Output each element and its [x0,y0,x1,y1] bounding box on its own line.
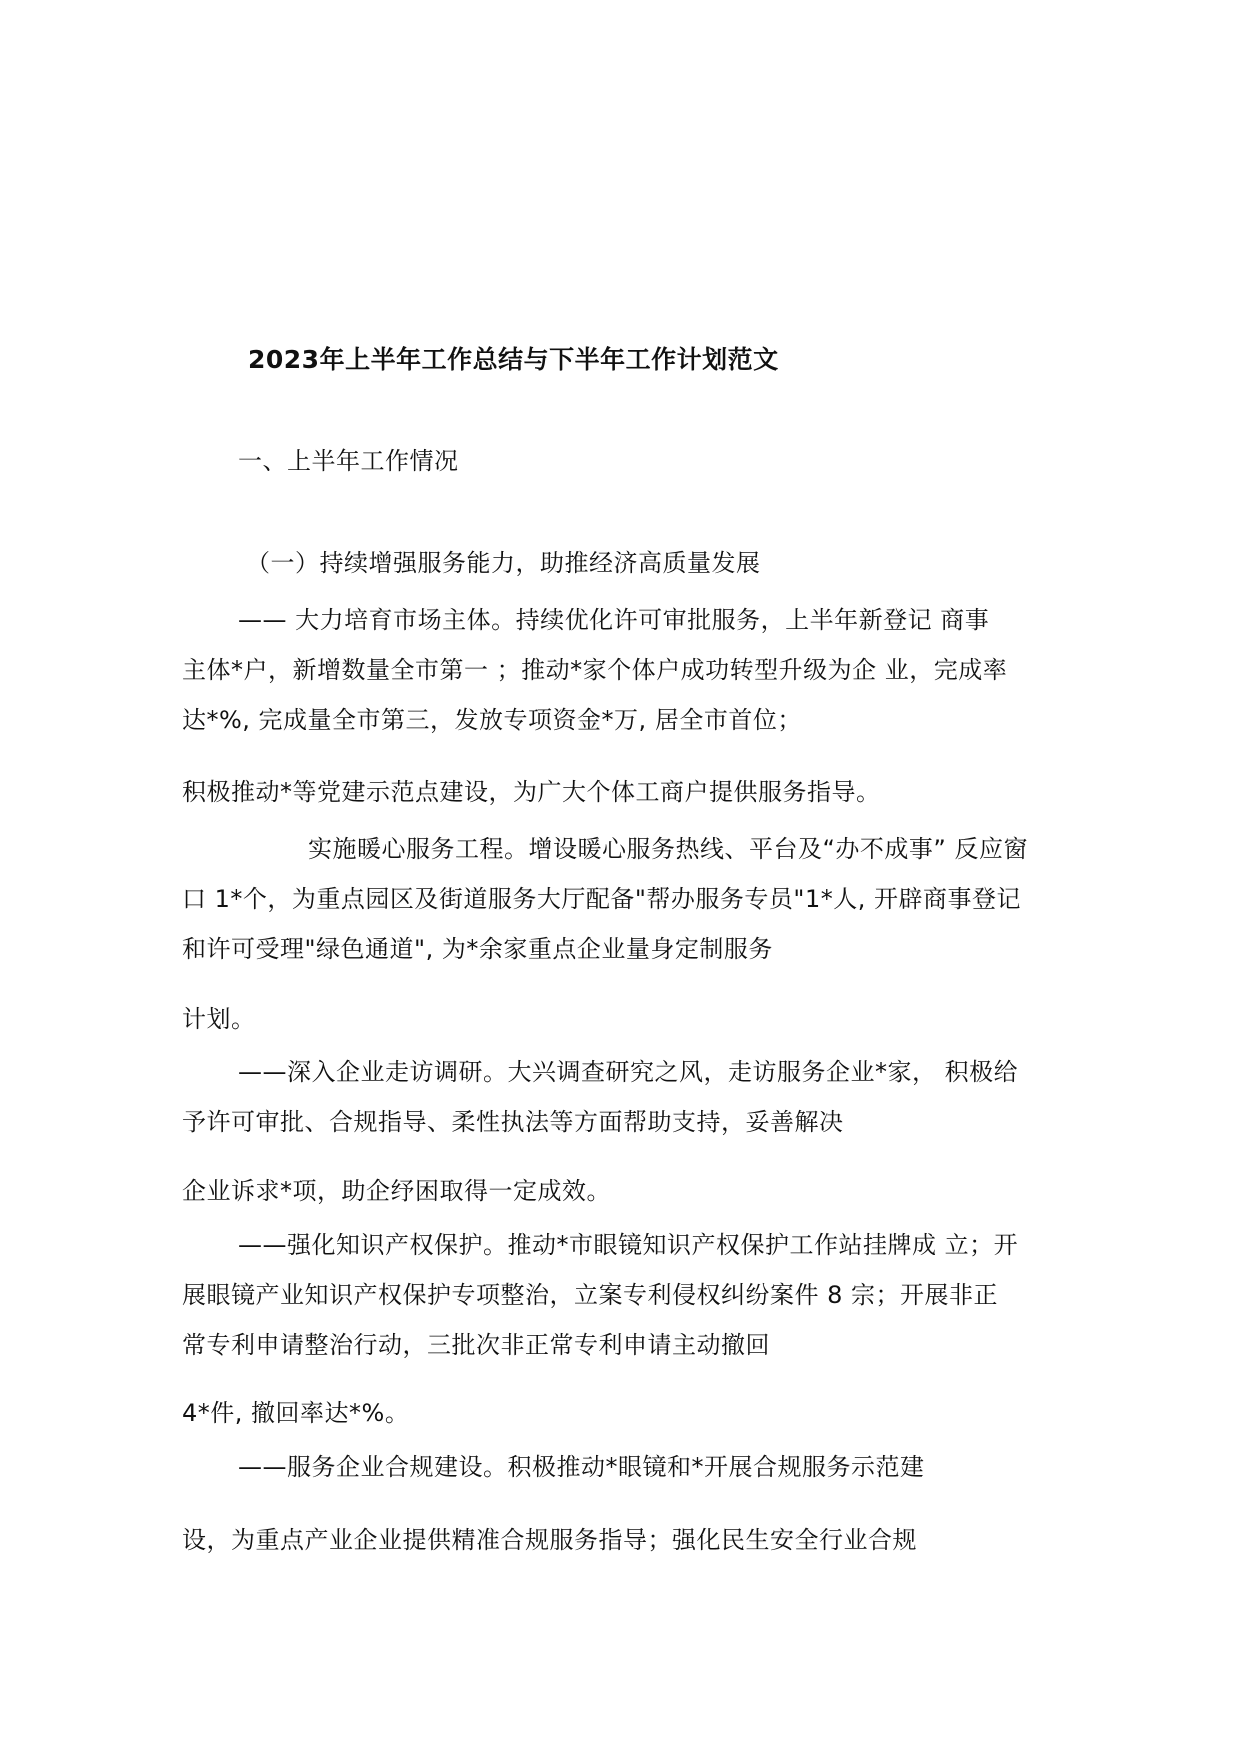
paragraph-line: 和许可受理"绿色通道", 为*余家重点企业量身定制服务 [182,935,773,963]
paragraph-line: 予许可审批、合规指导、柔性执法等方面帮助支持，妥善解决 [182,1108,844,1136]
paragraph-line: 企业诉求*项，助企纾困取得一定成效。 [182,1177,611,1205]
paragraph-line: 积极推动*等党建示范点建设，为广大个体工商户提供服务指导。 [182,778,881,806]
paragraph-line: ——深入企业走访调研。大兴调查研究之风，走访服务企业*家， 积极给 [238,1058,1019,1086]
paragraph-line: ——服务企业合规建设。积极推动*眼镜和*开展合规服务示范建 [238,1453,925,1481]
document-title: 2023年上半年工作总结与下半年工作计划范文 [248,345,779,374]
paragraph-line: 计划。 [182,1005,256,1033]
paragraph-line: 设，为重点产业企业提供精准合规服务指导；强化民生安全行业合规 [182,1526,917,1554]
paragraph-line: 达*%, 完成量全市第三，发放专项资金*万, 居全市首位； [182,706,802,734]
paragraph-line: 口 1*个，为重点园区及街道服务大厅配备"帮办服务专员"1*人, 开辟商事登记 [182,885,1022,913]
paragraph-line: 常专利申请整治行动，三批次非正常专利申请主动撤回 [182,1331,770,1359]
paragraph-line: 实施暖心服务工程。增设暖心服务热线、平台及“办不成事” 反应窗 [308,835,1028,863]
section-heading: 一、上半年工作情况 [238,447,459,475]
paragraph-line: —— 大力培育市场主体。持续优化许可审批服务，上半年新登记 商事 [238,606,990,634]
paragraph-line: ——强化知识产权保护。推动*市眼镜知识产权保护工作站挂牌成 立；开 [238,1231,1019,1259]
paragraph-line: 展眼镜产业知识产权保护专项整治，立案专利侵权纠纷案件 8 宗；开展非正 [182,1281,999,1309]
subsection-heading: （一）持续增强服务能力，助推经济高质量发展 [246,549,761,577]
paragraph-line: 4*件, 撤回率达*%。 [182,1399,410,1427]
paragraph-line: 主体*户，新增数量全市第一 ；推动*家个体户成功转型升级为企 业，完成率 [182,656,1008,684]
